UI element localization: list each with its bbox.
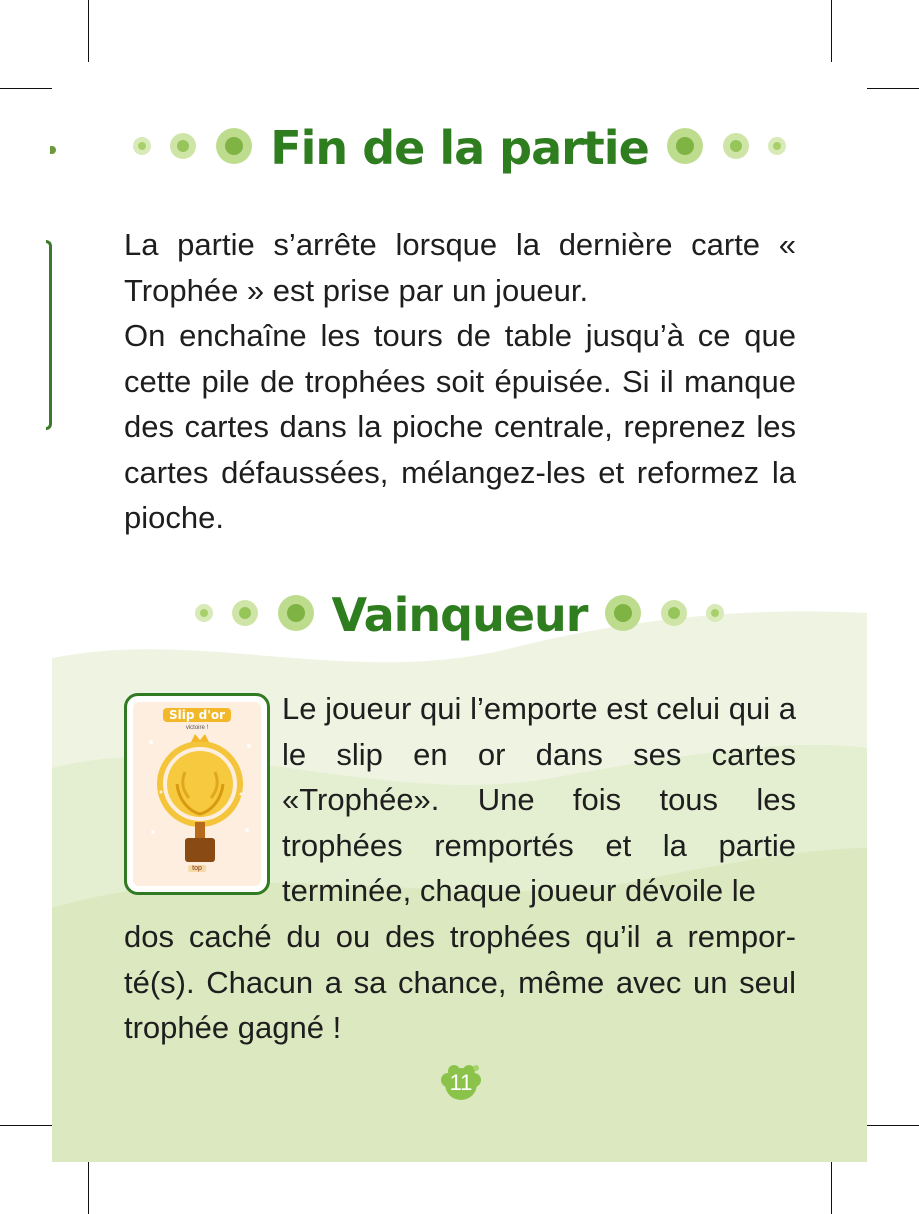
crop-mark [88, 0, 89, 62]
page-number: 11 [449, 1070, 473, 1095]
winner-text-below-card [124, 914, 796, 1051]
section-title: Fin de la partie [270, 121, 649, 175]
crop-mark [831, 0, 832, 62]
flower-icon [603, 593, 643, 637]
flower-icon [214, 126, 254, 170]
winner-text-beside-card [282, 686, 796, 914]
flower-icon [767, 136, 787, 160]
trophy-card [124, 693, 270, 895]
margin-bracket [46, 240, 52, 430]
flower-icon [659, 598, 689, 632]
paragraph: La partie s’arrête lorsque la dernière carte « Trophée » est prise par un joueur. [124, 227, 796, 308]
card-face [133, 702, 261, 886]
section-heading-end [0, 121, 919, 175]
paragraph: dos caché du ou des trophées qu’il a rempor-té(s). Chacun a sa chance, même avec un seul trophée gagné ! [124, 919, 796, 1045]
end-body [124, 222, 796, 541]
card-tag: top [188, 865, 206, 872]
flower-icon [132, 136, 152, 160]
paragraph: On enchaîne les tours de table jusqu’à ce que cette pile de trophées soit épuisée. Si il manque des cartes dans la pioche centrale, reprenez les cartes défaussées, mélangez-les et reformez la pioche. [124, 318, 796, 535]
page-number-badge [438, 1062, 484, 1102]
flower-icon [168, 131, 198, 165]
card-subtitle: victoire ! [185, 725, 209, 731]
section-title: Vainqueur [331, 588, 588, 642]
flower-icon [665, 126, 705, 170]
flower-icon [705, 603, 725, 627]
card-title: Slip d'or [133, 708, 261, 722]
flower-icon [721, 131, 751, 165]
flower-icon [230, 598, 260, 632]
flower-icon [276, 593, 316, 637]
section-heading-winner [0, 588, 919, 642]
paragraph: Le joueur qui l’emporte est celui qui a le slip en or dans ses cartes «Trophée». Une fois tous les trophées remportés et la partie terminée, chaque joueur dévoile le [282, 691, 796, 908]
flower-icon [194, 603, 214, 627]
